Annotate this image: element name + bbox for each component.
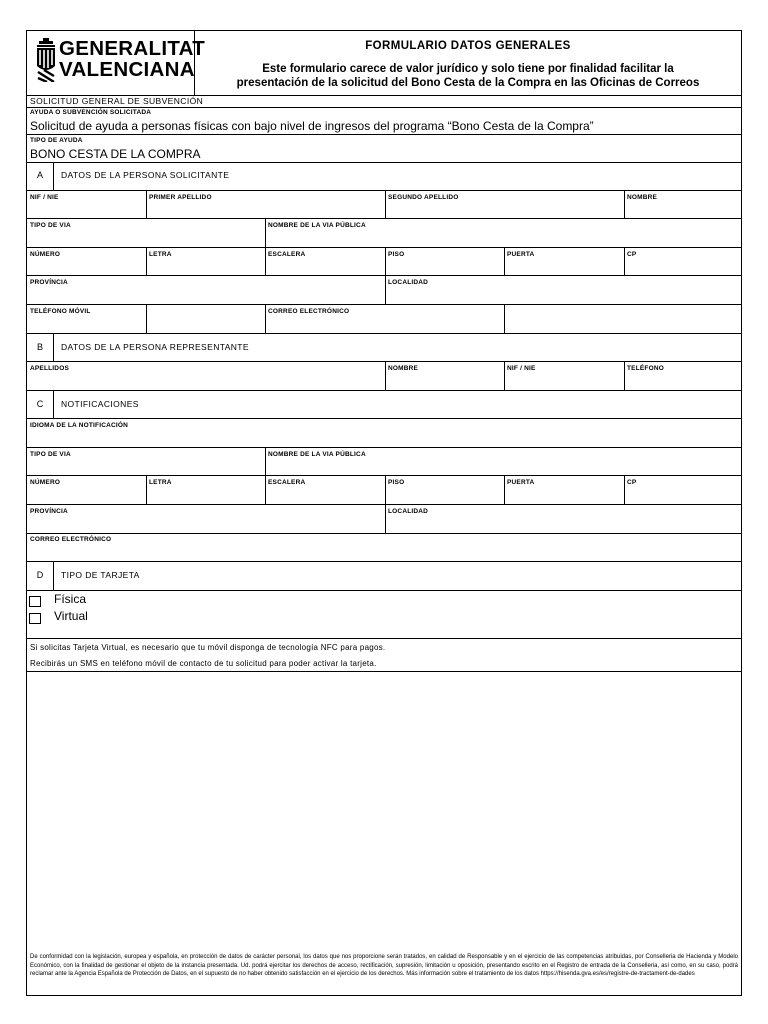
notif-piso-field[interactable]: PISO xyxy=(388,479,405,486)
data-protection-notice: De conformidad con la legislación, europea y española, en protección de datos de carácter personal, los datos que nos proporcione serán tratados, en calidad de Responsable y en el ejercicio de las competencias atribuidas, por Conselleria de Hacienda y Modelo Económico, con la finalidad de gestionar el objeto de la instancia presentada. Ud. podrá ejercitar los derechos de acceso, rectificación, supresión, limitación u oposición, presentando escrito en el Registro de entrada de la Conselleria, así como, en su caso, podrá reclamar ante la Agencia Española de Protección de Datos, en el supuesto de no haber obtenido satisfacción en el ejercicio de los derechos. Más información sobre el tratamiento de los datos https://hisenda.gva.es/es/registre-de-tractament-de-dades xyxy=(30,954,738,977)
virtual-label: Virtual xyxy=(54,609,88,623)
form-title: FORMULARIO DATOS GENERALES xyxy=(365,40,571,52)
solicitud-title: SOLICITUD GENERAL DE SUBVENCIÓN xyxy=(30,96,204,106)
notif-provincia-field[interactable]: PROVÍNCIA xyxy=(30,508,68,515)
rep-nombre-field[interactable]: NOMBRE xyxy=(388,365,419,372)
sms-info: Recibirás un SMS en teléfono móvil de contacto de tu solicitud para poder activar la tarjeta. xyxy=(30,659,377,668)
notif-escalera-field[interactable]: ESCALERA xyxy=(268,479,306,486)
logo-line-1: GENERALITAT xyxy=(59,37,206,60)
notif-letra-field[interactable]: LETRA xyxy=(149,479,172,486)
section-c-letter: C xyxy=(36,399,44,409)
nombre-field[interactable]: NOMBRE xyxy=(627,194,658,201)
notif-localidad-field[interactable]: LOCALIDAD xyxy=(388,508,429,515)
correo-field[interactable]: CORREO ELECTRÓNICO xyxy=(268,308,350,315)
letra-field[interactable]: LETRA xyxy=(149,251,172,258)
section-c-title: NOTIFICACIONES xyxy=(61,399,139,409)
section-d-letter: D xyxy=(36,570,44,580)
coat-of-arms-icon xyxy=(35,38,57,82)
disclaimer-line-1: Este formulario carece de valor jurídico y solo tiene por finalidad facilitar la xyxy=(262,63,674,75)
nombre-via-field[interactable]: NOMBRE DE LA VIA PÚBLICA xyxy=(268,222,366,229)
piso-field[interactable]: PISO xyxy=(388,251,405,258)
rep-telefono-field[interactable]: TELÉFONO xyxy=(627,365,664,372)
tipo-via-field[interactable]: TIPO DE VIA xyxy=(30,222,71,229)
rep-nif-field[interactable]: NIF / NIE xyxy=(507,365,536,372)
form-header xyxy=(27,31,741,96)
nif-field[interactable]: NIF / NIE xyxy=(30,194,59,201)
rep-apellidos-field[interactable]: APELLIDOS xyxy=(30,365,69,372)
cp-field[interactable]: CP xyxy=(627,251,637,258)
escalera-field[interactable]: ESCALERA xyxy=(268,251,306,258)
ayuda-value[interactable]: Solicitud de ayuda a personas físicas con bajo nivel de ingresos del programa “Bono Cesta de la Compra” xyxy=(30,119,594,133)
general-data-form xyxy=(26,30,742,996)
section-b-letter: B xyxy=(36,342,43,352)
disclaimer-line-2: presentación de la solicitud del Bono Cesta de la Compra en las Oficinas de Correos xyxy=(236,77,700,89)
notif-tipo-via-field[interactable]: TIPO DE VIA xyxy=(30,451,71,458)
notif-correo-field[interactable]: CORREO ELECTRÓNICO xyxy=(30,536,112,543)
nfc-info: Si solicitas Tarjeta Virtual, es necesario que tu móvil disponga de tecnología NFC para pagos. xyxy=(30,643,386,652)
section-d-title: TIPO DE TARJETA xyxy=(61,570,140,580)
generalitat-logo xyxy=(27,31,206,95)
notif-numero-field[interactable]: NÚMERO xyxy=(30,479,61,486)
ayuda-label: AYUDA O SUBVENCIÓN SOLICITADA xyxy=(30,109,152,116)
form-disclaimer xyxy=(195,62,741,90)
telefono-movil-field[interactable]: TELÉFONO MÓVIL xyxy=(30,308,91,315)
section-b-title: DATOS DE LA PERSONA REPRESENTANTE xyxy=(61,342,249,352)
logo-line-2: VALENCIANA xyxy=(59,58,195,81)
idioma-field[interactable]: IDIOMA DE LA NOTIFICACIÓN xyxy=(30,422,129,429)
notif-puerta-field[interactable]: PUERTA xyxy=(507,479,535,486)
section-a-title: DATOS DE LA PERSONA SOLICITANTE xyxy=(61,170,230,180)
primer-apellido-field[interactable]: PRIMER APELLIDO xyxy=(149,194,212,201)
section-a-letter: A xyxy=(36,170,43,180)
provincia-field[interactable]: PROVÍNCIA xyxy=(30,279,68,286)
fisica-label: Física xyxy=(54,592,87,606)
fisica-checkbox[interactable] xyxy=(29,596,41,607)
puerta-field[interactable]: PUERTA xyxy=(507,251,535,258)
notif-cp-field[interactable]: CP xyxy=(627,479,637,486)
segundo-apellido-field[interactable]: SEGUNDO APELLIDO xyxy=(388,194,459,201)
logo-wordmark xyxy=(59,38,205,80)
notif-nombre-via-field[interactable]: NOMBRE DE LA VIA PÚBLICA xyxy=(268,451,366,458)
tipo-ayuda-label: TIPO DE AYUDA xyxy=(30,137,83,144)
virtual-checkbox[interactable] xyxy=(29,613,41,624)
localidad-field[interactable]: LOCALIDAD xyxy=(388,279,429,286)
tipo-ayuda-value[interactable]: BONO CESTA DE LA COMPRA xyxy=(30,147,201,161)
numero-field[interactable]: NÚMERO xyxy=(30,251,61,258)
